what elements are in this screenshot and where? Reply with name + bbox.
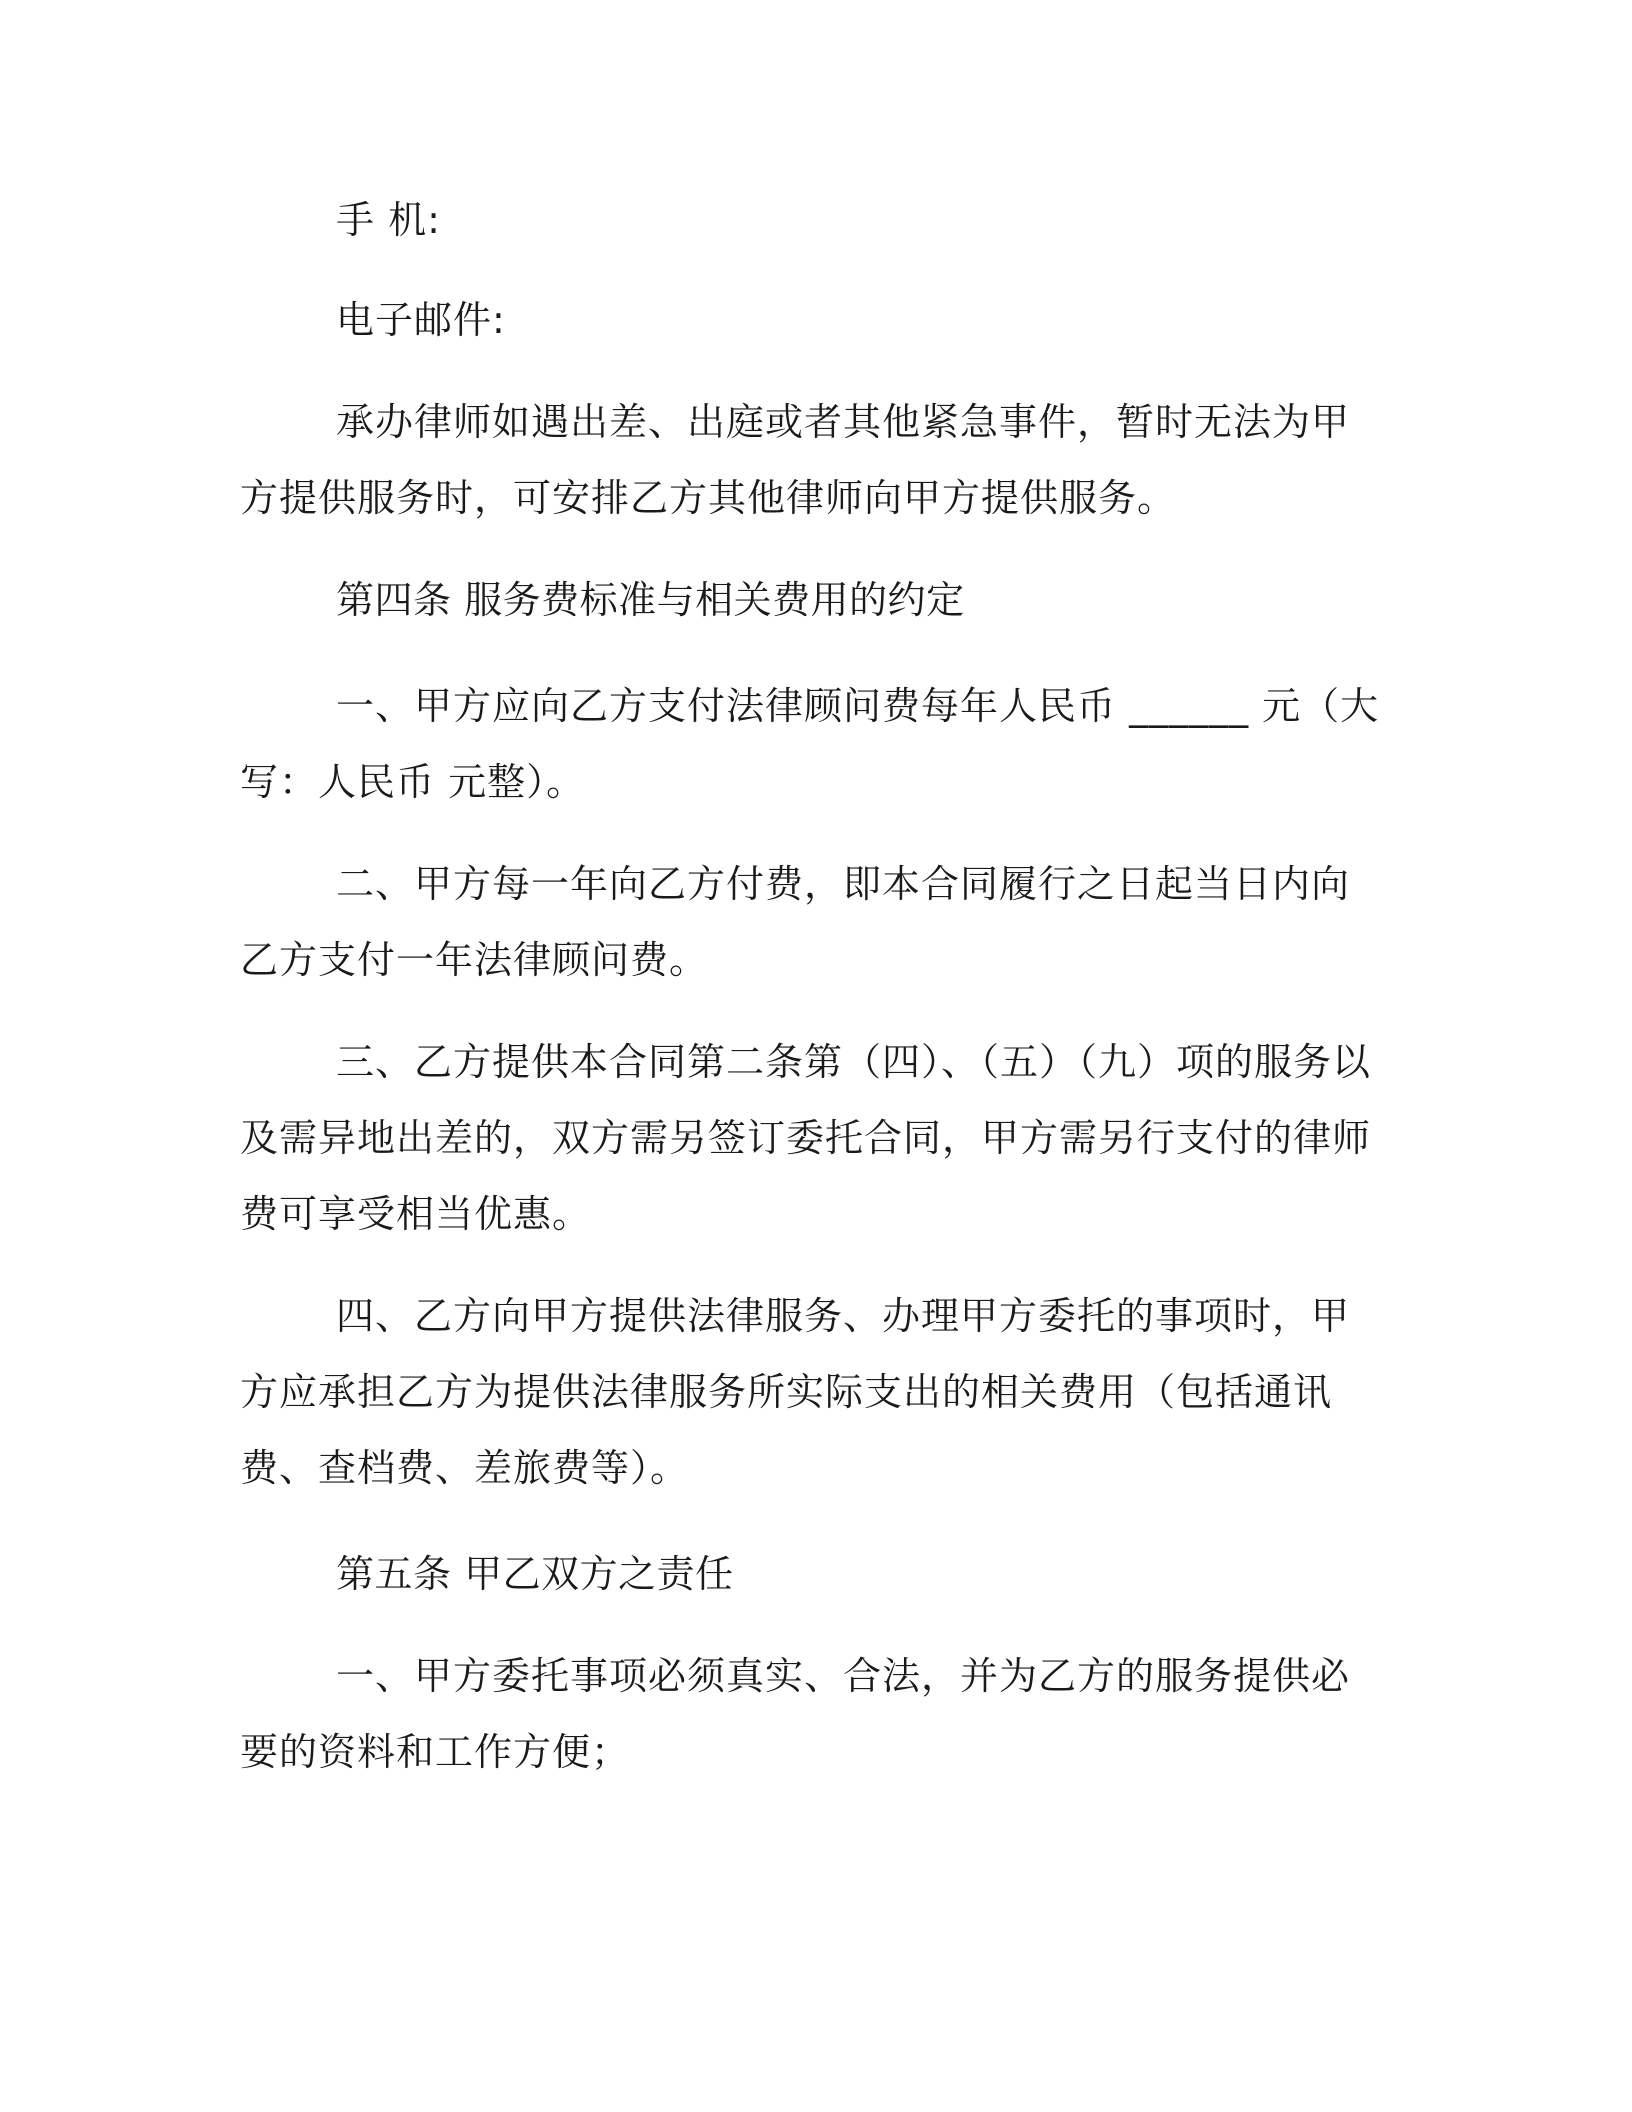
article-4-item-1: 一、甲方应向乙方支付法律顾问费每年人民币 ______ 元（大写：人民币 元整）。: [240, 684, 1380, 804]
article-5-heading: 第五条 甲乙双方之责任: [336, 1552, 734, 1596]
lawyer-substitution-clause: 承办律师如遇出差、出庭或者其他紧急事件，暂时无法为甲方提供服务时，可安排乙方其他律师向甲方提供服务。: [240, 400, 1351, 520]
article-4-item-2: 二、甲方每一年向乙方付费，即本合同履行之日起当日内向乙方支付一年法律顾问费。: [240, 862, 1351, 982]
article-5-item-1: 一、甲方委托事项必须真实、合法，并为乙方的服务提供必要的资料和工作方便；: [240, 1654, 1351, 1774]
article-4-item-3: 三、乙方提供本合同第二条第（四）、（五）（九）项的服务以及需异地出差的，双方需另签订委托合同，甲方需另行支付的律师费可享受相当优惠。: [240, 1040, 1372, 1236]
email-label: 电子邮件:: [336, 298, 506, 342]
article-4-item-4: 四、乙方向甲方提供法律服务、办理甲方委托的事项时，甲方应承担乙方为提供法律服务所实际支出的相关费用（包括通讯费、查档费、差旅费等）。: [240, 1294, 1351, 1490]
article-4-heading: 第四条 服务费标准与相关费用的约定: [336, 578, 965, 622]
phone-label: 手 机:: [336, 198, 441, 242]
